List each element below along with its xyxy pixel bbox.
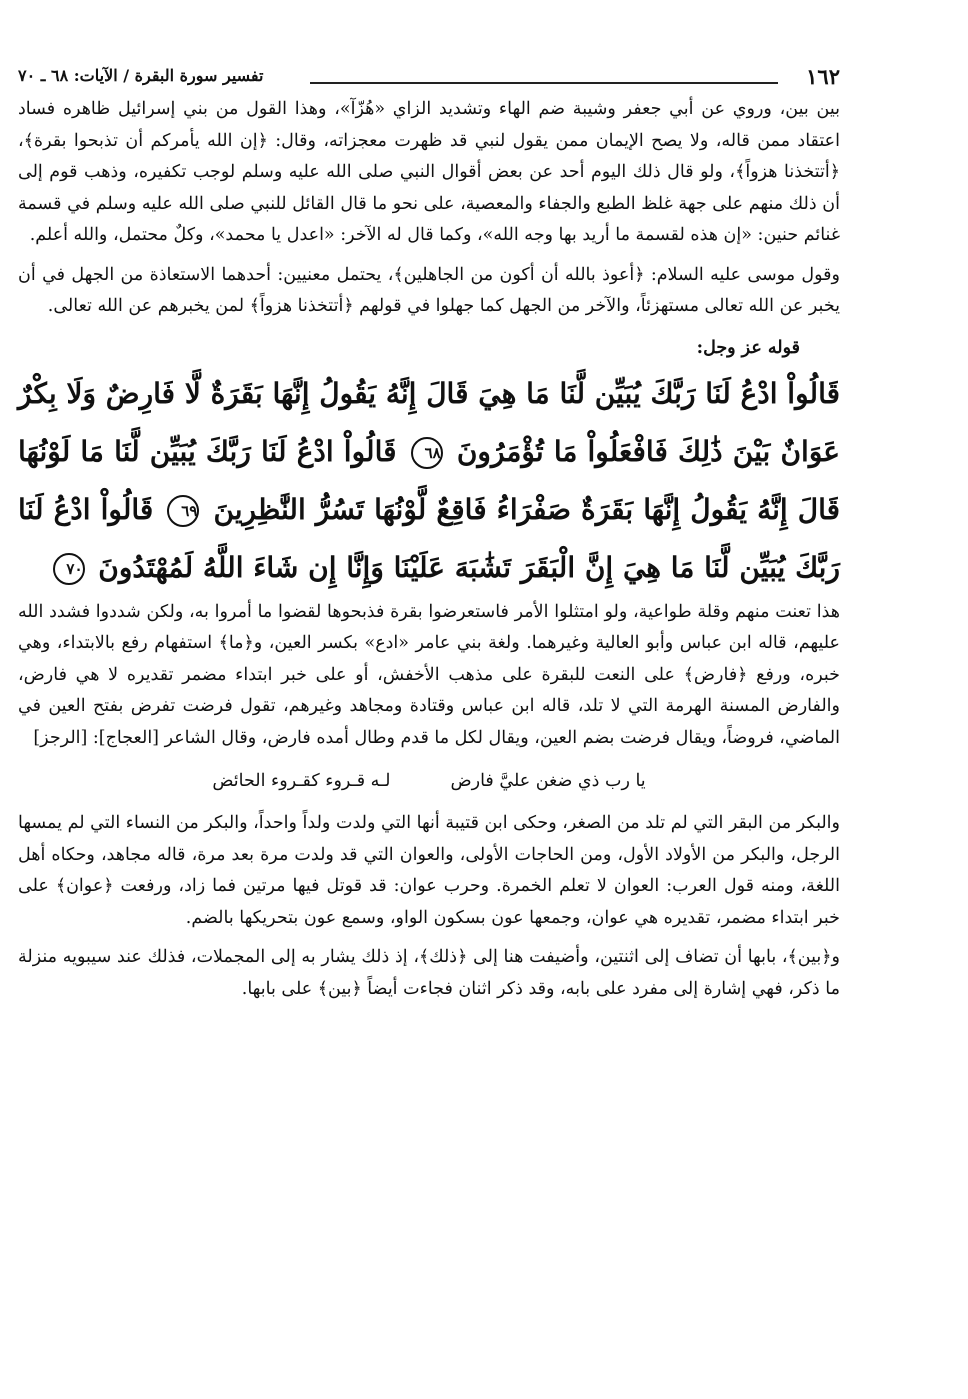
book-page xyxy=(18,60,840,1005)
paragraph: بين بين، وروي عن أبي جعفر وشيبة ضم الهاء وتشديد الزاي «هُزّآ»، وهذا القول من بني إسرائيل ظاهره فساد اعتقاد ممن قاله، ولا يصح الإيمان ممن يقول لنبي قد ظهرت معجزاته، وقال: ﴿إن الله يأمركم أن تذبحوا بقرة﴾، ﴿أتتخذنا هزواً﴾، ولو قال ذلك اليوم أحد عن بعض أقوال النبي صلى الله عليه وسلم لوجب تكفيره، وذهب قوم إلى أن ذلك منهم على جهة غلظ الطبع والجفاء والمعصية، على نحو ما قال القائل للنبي صلى الله عليه وسلم في قسمة غنائم حنين: «إن هذه لقسمة ما أريد بها وجه الله»، وكما قال له الآخر: «اعدل يا محمد»، وكلٌ محتمل، والله أعلم. xyxy=(18,99,840,245)
verse-part-70: قَالُواْ ادْعُ لَنَا رَبَّكَ يُبَيِّن لَّنَا مَا هِيَ إِنَّ الْبَقَرَ تَشَٰبَهَ عَلَيْنَا وَإِنَّا إِن شَاءَ اللَّهُ لَمُهْتَدُونَ xyxy=(18,492,840,584)
quran-verse-text xyxy=(18,365,840,597)
header-rule xyxy=(310,82,778,84)
poem-hemistich-first: يا رب ذي ضغن عليَّ فارض xyxy=(450,771,646,791)
intro-section xyxy=(18,94,840,323)
page-number: ١٦٢ xyxy=(806,64,840,89)
paragraph: وقول موسى عليه السلام: ﴿أعوذ بالله أن أكون من الجاهلين﴾، يحتمل معنيين: أحدهما الاستعاذة من الجهل في أن يخبر عن الله تعالى مستهزئاً، والآخر من الجهل كما جهلوا في قولهم ﴿أتتخذنا هزواً﴾ لمن يخبرهم عن الله تعالى. xyxy=(18,264,840,316)
running-title: تفسير سورة البقرة / الآيات: ٦٨ ـ ٧٠ xyxy=(18,66,264,85)
paragraph: و﴿بين﴾، بابها أن تضاف إلى اثنتين، وأضيفت هنا إلى ﴿ذلك﴾، إذ ذلك يشار به إلى المجملات، فذلك عند سيبويه منزلة ما ذكر، فهي إشارة إلى مفرد على بابه، وقد ذكر اثنان فجاءت أيضاً ﴿بين﴾ على بابها. xyxy=(18,947,840,999)
page-header xyxy=(18,60,840,94)
verse-part-68: قَالُواْ ادْعُ لَنَا رَبَّكَ يُبَيِّن لَّنَا مَا هِيَ قَالَ إِنَّهُ يَقُولُ إِنَّهَا بَقَرَةٌ لَّا فَارِضٌ وَلَا بِكْرٌ عَوَانٌ بَيْنَ ذَٰلِكَ فَافْعَلُواْ مَا تُؤْمَرُونَ xyxy=(18,376,840,468)
ayah-number-marker: ٧٠ xyxy=(53,553,85,585)
poem-verse xyxy=(18,766,840,796)
quran-verse-block xyxy=(18,365,840,597)
after-poem-section xyxy=(18,808,840,1005)
verse-intro: قوله عز وجل: xyxy=(696,337,800,358)
paragraph: هذا تعنت منهم وقلة طواعية، ولو امتثلوا الأمر فاستعرضوا بقرة فذبحوها لقضوا ما أمروا به، ولكن شددوا فشدد الله عليهم، قاله ابن عباس وأبو العالية وغيرهما. ولغة بني عامر «ادع» بكسر العين، و﴿ما﴾ استفهام رفع بالابتداء، وهي خبره، ورفع ﴿فارض﴾ على النعت للبقرة على مذهب الأخفش، أو على خبر ابتداء مضمر تقديره لا هي فارض، والفارض المسنة الهرمة التي لا تلد، قاله ابن عباس وقتادة ومجاهد وغيرهم، تقول فرضت تفرض بفتح العين في الماضي، فروضاً، ويقال فرضت بضم العين، ويقال لكل ما قدم وطال أمده فارض، وقال الشاعر [العجاج]: [الرجز] xyxy=(18,601,840,748)
ayah-number-marker: ٦٩ xyxy=(167,495,199,527)
poem-hemistich-second: لـه قـروء كقـروء الحائض xyxy=(212,771,391,791)
verse-part-69: قَالُواْ ادْعُ لَنَا رَبَّكَ يُبَيِّن لَّنَا مَا لَوْنُهَا قَالَ إِنَّهُ يَقُولُ إِنَّهَا بَقَرَةٌ صَفْرَاءُ فَاقِعٌ لَّوْنُهَا تَسُرُّ النَّٰظِرِينَ xyxy=(18,434,841,526)
commentary-section xyxy=(18,597,840,755)
paragraph: والبكر من البقر التي لم تلد من الصغر، وحكى ابن قتيبة أنها التي ولدت ولداً واحداً، والبكر من النساء التي لم يمسها الرجل، والبكر من الأولاد الأول، ومن الحاجات الأولى، والعوان التي قد ولدت مرة بعد مرة، قاله مجاهد، وحكاه أهل اللغة، ومنه قول العرب: العوان لا تعلم الخمرة. وحرب عوان: قد قوتل فيها مرتين فما زاد، ورفعت ﴿عوان﴾ على خبر ابتداء مضمر، تقديره هي عوان، وجمعها عون بسكون الواو، وسمع عون بتحريكها بالضم. xyxy=(18,813,840,928)
ayah-number-marker: ٦٨ xyxy=(411,437,443,469)
